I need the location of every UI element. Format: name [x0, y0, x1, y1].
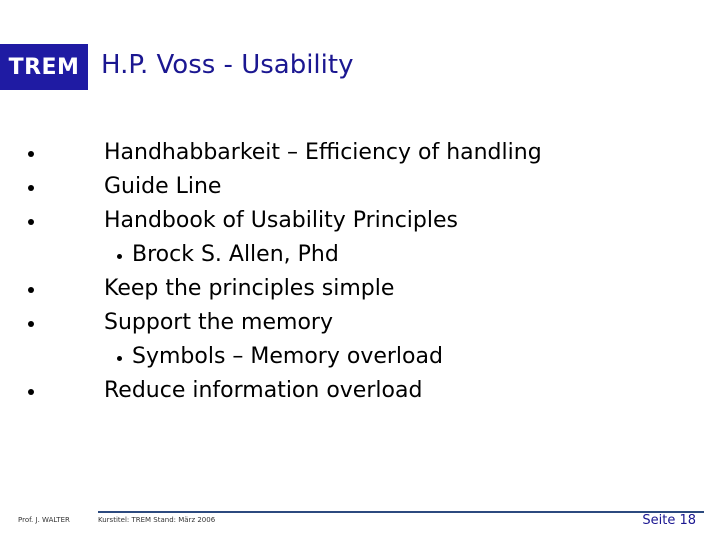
sub-bullet-item — [0, 340, 720, 374]
footer-divider — [98, 511, 704, 513]
bullet-text: Handhabbarkeit – Efficiency of handling — [104, 140, 542, 165]
bullet-text: Keep the principles simple — [104, 276, 395, 301]
bullet-text: Guide Line — [104, 174, 222, 199]
bullet-item — [0, 306, 720, 340]
bullet-item — [0, 170, 720, 204]
bullet-item — [0, 204, 720, 238]
sub-bullet-text: Brock S. Allen, Phd — [132, 242, 339, 267]
bullet-dot-icon — [28, 219, 34, 225]
bullet-dot-icon — [117, 254, 122, 259]
bullet-dot-icon — [28, 389, 34, 395]
bullet-dot-icon — [117, 356, 122, 361]
bullet-list — [0, 136, 720, 408]
trem-logo: TREM — [0, 44, 88, 90]
bullet-dot-icon — [28, 321, 34, 327]
slide-title: H.P. Voss - Usability — [101, 50, 354, 80]
footer-author: Prof. J. WALTER — [18, 516, 70, 524]
bullet-dot-icon — [28, 185, 34, 191]
page-number: Seite 18 — [642, 513, 696, 528]
bullet-item — [0, 136, 720, 170]
sub-bullet-text: Symbols – Memory overload — [132, 344, 443, 369]
bullet-dot-icon — [28, 151, 34, 157]
footer-course-info: Kurstitel: TREM Stand: März 2006 — [98, 516, 216, 524]
bullet-text: Support the memory — [104, 310, 333, 335]
bullet-text: Reduce information overload — [104, 378, 423, 403]
bullet-dot-icon — [28, 287, 34, 293]
sub-bullet-item — [0, 238, 720, 272]
bullet-item — [0, 272, 720, 306]
bullet-text: Handbook of Usability Principles — [104, 208, 458, 233]
bullet-item — [0, 374, 720, 408]
